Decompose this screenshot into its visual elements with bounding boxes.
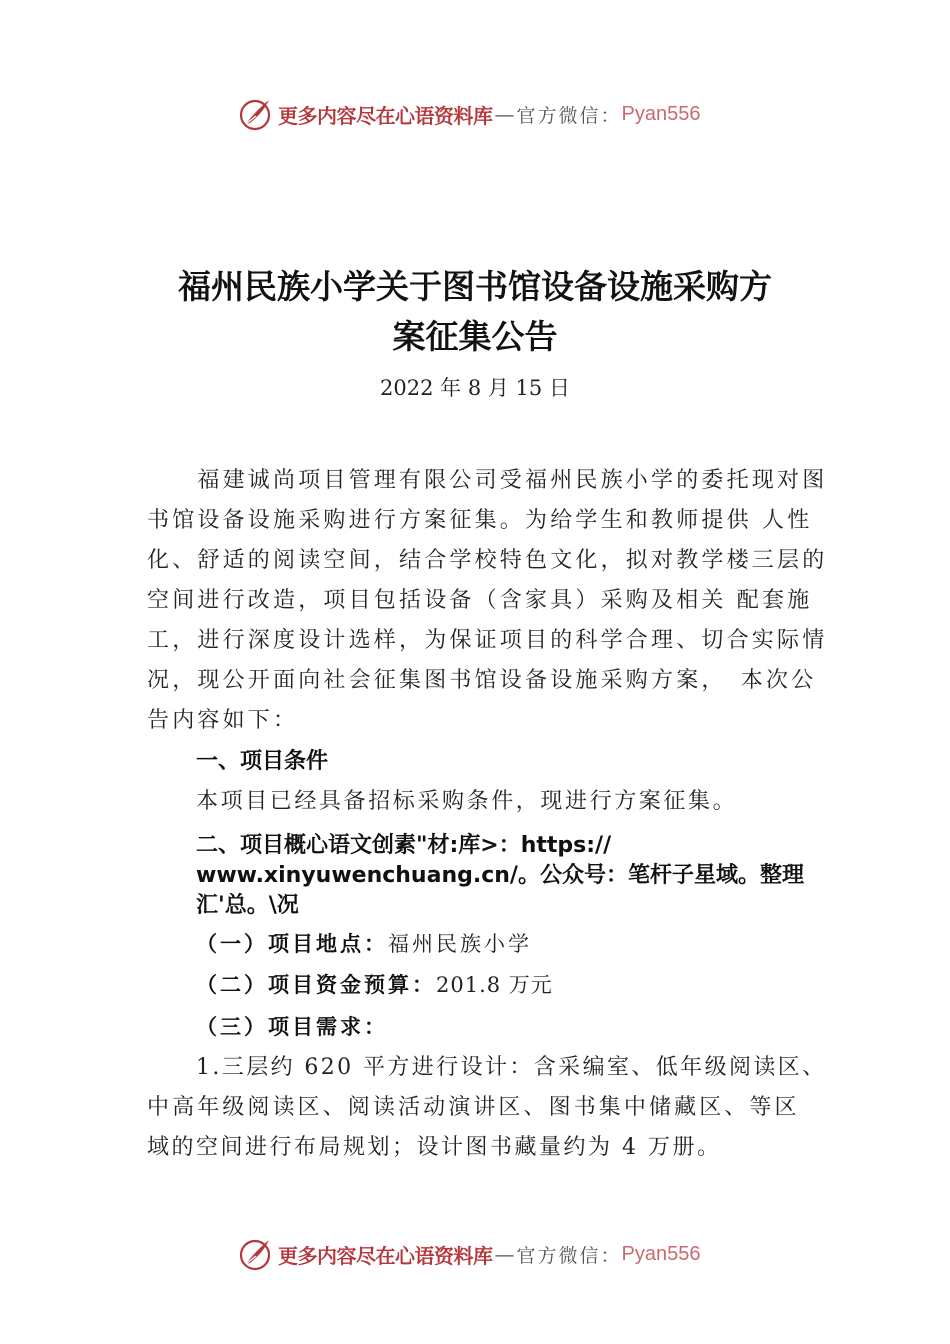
intro-line: 告内容如下：	[147, 708, 299, 733]
project-requirements	[196, 1011, 388, 1041]
watermark-label: 官方微信：	[516, 104, 622, 127]
project-budget-value: 201.8 万元	[436, 973, 553, 997]
document-title-line-2: 案征集公告	[392, 317, 558, 356]
intro-line: 福建诚尚项目管理有限公司受福州民族小学的委托现对图	[147, 468, 828, 493]
requirement-line: 1.三层约 620 平方进行设计：含采编室、低年级阅读区、	[196, 1055, 827, 1080]
requirement-line: 域的空间进行布局规划；设计图书藏量约为 4 万册。	[147, 1135, 722, 1160]
project-budget-label: （二）项目资金预算：	[196, 972, 436, 997]
watermark-wechat-id: Pyan556	[621, 102, 701, 125]
section-1-text: 本项目已经具备招标采购条件，现进行方案征集。	[196, 789, 738, 814]
quill-logo-icon	[238, 1236, 274, 1272]
watermark-label: 官方微信：	[516, 1244, 622, 1267]
section-2-heading-line-1: 二、项目概心语文创素"材:库>：https://	[196, 833, 612, 858]
watermark-wechat-id: Pyan556	[621, 1242, 701, 1265]
section-1-heading: 一、项目条件	[196, 749, 329, 774]
project-location	[196, 928, 532, 958]
document-date: 2022 年 8 月 15 日	[380, 376, 570, 400]
project-location-label: （一）项目地点：	[196, 931, 388, 956]
intro-line: 况，现公开面向社会征集图书馆设备设施采购方案， 本次公	[147, 668, 817, 693]
intro-line: 化、舒适的阅读空间，结合学校特色文化，拟对教学楼三层的	[147, 548, 828, 573]
watermark-separator: —	[494, 1242, 515, 1266]
project-requirements-label: （三）项目需求：	[196, 1014, 388, 1039]
project-location-value: 福州民族小学	[388, 932, 532, 956]
watermark-text: 更多内容尽在心语资料库	[278, 1243, 493, 1268]
intro-line: 工，进行深度设计选样，为保证项目的科学合理、切合实际情	[147, 628, 828, 653]
document-title-line-1: 福州民族小学关于图书馆设备设施采购方	[178, 267, 772, 306]
intro-line: 空间进行改造，项目包括设备（含家具）采购及相关 配套施	[147, 588, 813, 613]
section-2-heading-line-3: 汇'总。\况	[196, 893, 299, 918]
watermark-separator: —	[494, 102, 515, 126]
intro-line: 书馆设备设施采购进行方案征集。为给学生和教师提供 人性	[147, 508, 813, 533]
watermark-banner-top	[238, 96, 700, 132]
intro-paragraph	[147, 461, 827, 741]
watermark-banner-bottom	[238, 1236, 700, 1272]
requirement-line: 中高年级阅读区、阅读活动演讲区、图书集中储藏区、等区	[147, 1095, 800, 1120]
section-2-heading-line-2: www.xinyuwenchuang.cn/。公众号：笔杆子星域。整理	[196, 863, 804, 888]
project-budget	[196, 969, 553, 999]
quill-logo-icon	[238, 96, 274, 132]
watermark-text: 更多内容尽在心语资料库	[278, 103, 493, 128]
